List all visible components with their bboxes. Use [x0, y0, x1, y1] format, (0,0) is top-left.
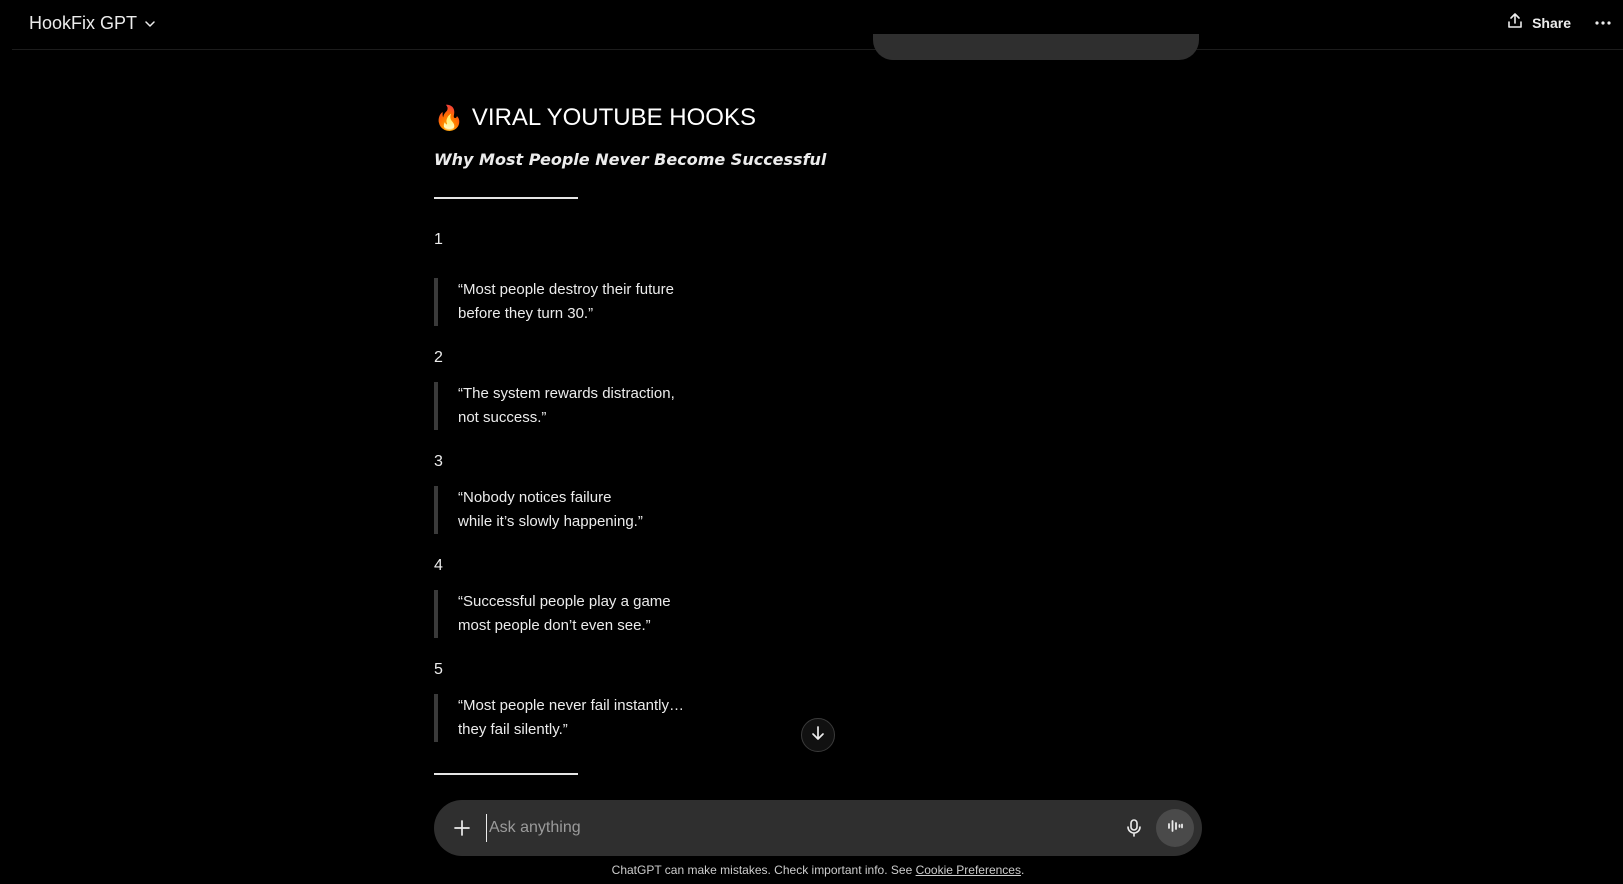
- divider: [434, 773, 578, 775]
- share-label: Share: [1532, 14, 1571, 31]
- hook-quote: [434, 486, 734, 534]
- hook-item-1: [434, 231, 1194, 326]
- disclaimer-text: ChatGPT can make mistakes. Check important info. See: [611, 863, 916, 877]
- prompt-input[interactable]: [486, 814, 1046, 842]
- hook-item-3: [434, 453, 1194, 534]
- hook-quote: [434, 278, 734, 326]
- hook-quote: [434, 694, 734, 742]
- chevron-down-icon: [143, 17, 157, 31]
- hook-line: “Most people destroy their future: [458, 281, 674, 298]
- hook-number: 3: [434, 453, 443, 470]
- hook-line: while it’s slowly happening.”: [458, 513, 643, 530]
- assistant-message: [434, 96, 1194, 775]
- add-attachment-button[interactable]: [450, 816, 474, 840]
- hook-item-2: [434, 349, 1194, 430]
- hook-number: 5: [434, 661, 443, 678]
- disclaimer: [434, 863, 1202, 877]
- more-options-button[interactable]: [1593, 13, 1613, 38]
- divider: [434, 197, 578, 199]
- plus-icon: [450, 827, 474, 844]
- share-button[interactable]: [1506, 12, 1571, 33]
- voice-waveform-icon: [1165, 816, 1185, 841]
- share-icon: [1506, 12, 1524, 33]
- hook-line: they fail silently.”: [458, 721, 568, 738]
- mic-icon: [1122, 827, 1146, 844]
- composer: [434, 800, 1202, 856]
- cookie-preferences-link[interactable]: Cookie Preferences: [915, 863, 1021, 877]
- more-horizontal-icon: [1593, 20, 1613, 37]
- hook-line: not success.”: [458, 409, 547, 426]
- hook-line: “The system rewards distraction,: [458, 385, 675, 402]
- voice-mode-button[interactable]: [1156, 809, 1194, 847]
- model-name-label: HookFix GPT: [29, 13, 138, 33]
- hook-line: “Most people never fail instantly…: [458, 697, 684, 714]
- disclaimer-end: .: [1020, 863, 1025, 877]
- dictate-button[interactable]: [1122, 816, 1146, 840]
- hook-quote: [434, 590, 734, 638]
- message-subtitle: Why Most People Never Become Successful: [434, 150, 827, 169]
- top-bar: [12, 0, 1623, 50]
- message-title: [434, 96, 1194, 140]
- fire-emoji-icon: 🔥: [434, 104, 464, 132]
- title-text: VIRAL YOUTUBE HOOKS: [471, 104, 756, 131]
- hook-line: “Successful people play a game: [458, 593, 671, 610]
- arrow-down-icon: [809, 724, 827, 747]
- hook-line: “Nobody notices failure: [458, 489, 612, 506]
- hook-item-4: [434, 557, 1194, 638]
- previous-user-message-bubble: [873, 34, 1199, 60]
- hook-number: 1: [434, 231, 443, 248]
- hook-number: 2: [434, 349, 443, 366]
- hook-quote: [434, 382, 734, 430]
- model-selector[interactable]: [29, 13, 157, 34]
- hook-line: before they turn 30.”: [458, 305, 594, 322]
- hook-number: 4: [434, 557, 443, 574]
- scroll-to-bottom-button[interactable]: [801, 718, 835, 752]
- hook-line: most people don’t even see.”: [458, 617, 651, 634]
